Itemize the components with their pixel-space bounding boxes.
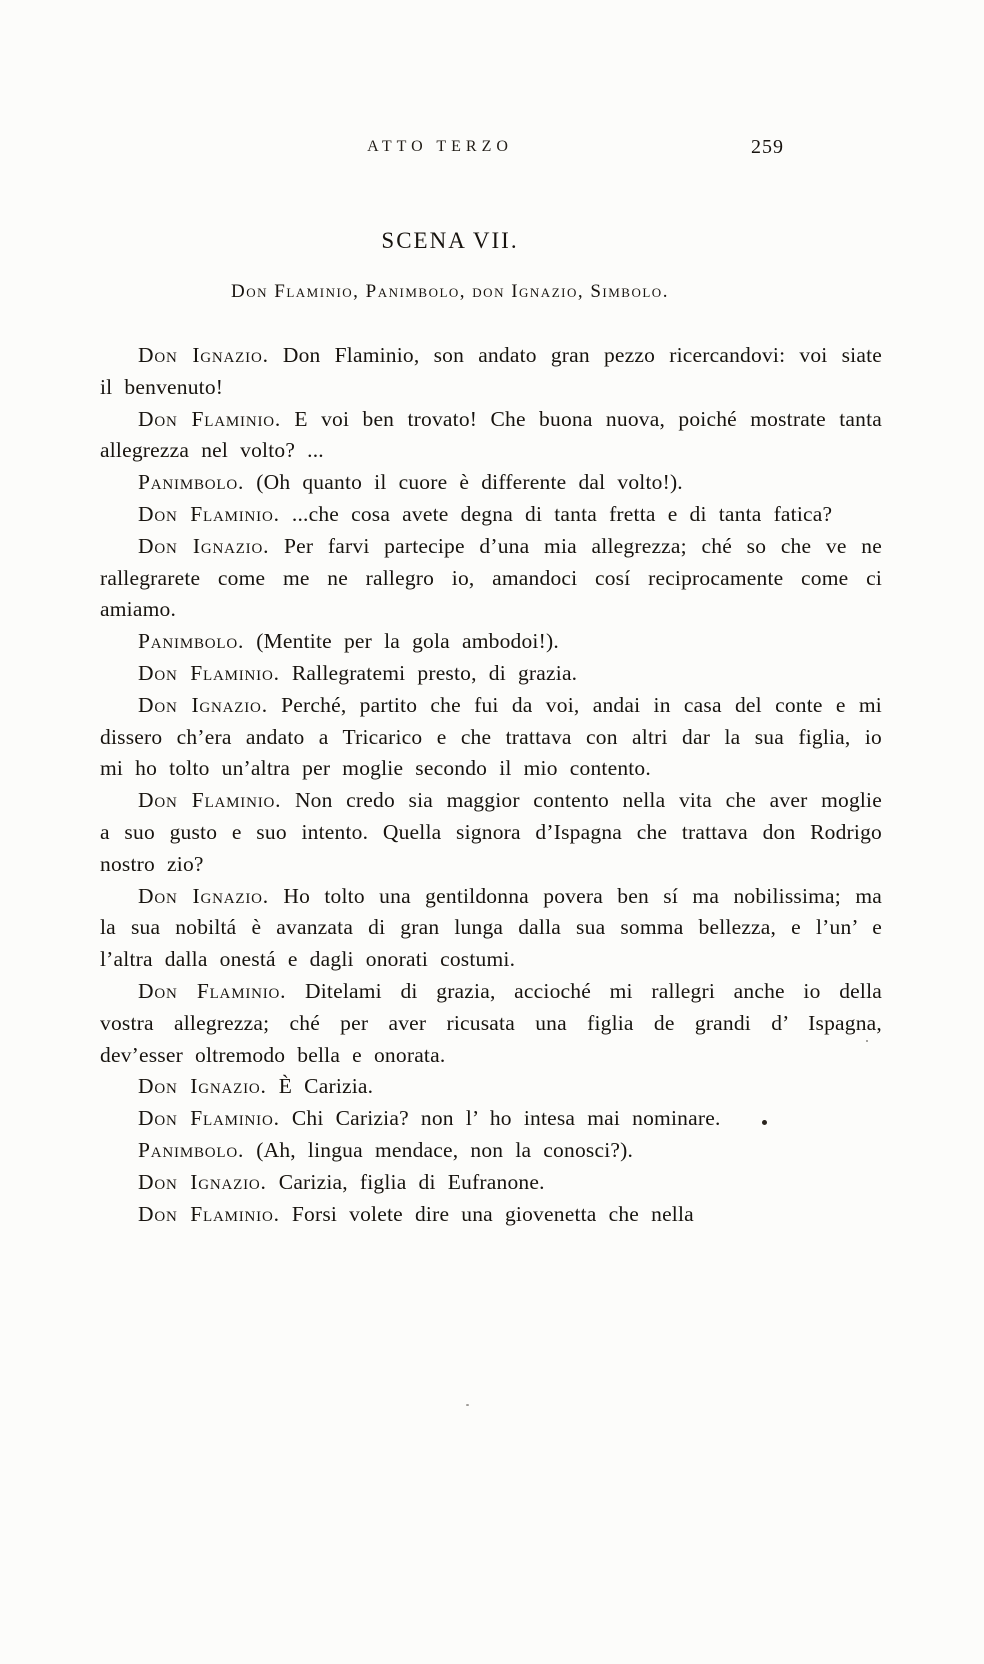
dialogue-line: Panimbolo. (Oh quanto il cuore è differente dal volto!). [138,470,683,495]
speaker-label: Don Flaminio. [138,501,280,526]
speaker-label: Don Ignazio. [138,1074,267,1099]
speaker-label: Don Flaminio. [138,1106,280,1131]
dialogue-line: Panimbolo. (Ah, lingua mendace, non la conosci?). [138,1137,634,1162]
speaker-label: Don Flaminio. [138,660,280,685]
page-header [100,138,884,164]
dialogue-line: Don Flaminio. Ditelami di grazia, accioché mi rallegri anche io della vostra allegrezza; ché per aver ricusata una figlia de grandi d’ Ispagna, dev’esser oltremodo bella e onorata. [100,978,882,1067]
ink-speck [866,1040,868,1042]
dialogue-line: Don Flaminio. E voi ben trovato! Che buona nuova, poiché mostrate tanta allegrezza nel volto? ... [100,406,882,463]
dialogue-line: Don Flaminio. Non credo sia maggior contento nella vita che aver moglie a suo gusto e suo intento. Quella signora d’Ispagna che trattava don Rodrigo nostro zio? [100,788,882,876]
speaker-label: Don Flaminio. [138,978,287,1003]
ink-speck [762,1120,767,1125]
dialogue-line: Panimbolo. (Mentite per la gola ambodoi!). [138,629,559,654]
ink-speck [466,1404,469,1406]
dialogue-line: Don Ignazio. Don Flaminio, son andato gran pezzo ricercandovi: voi siate il benvenuto! [100,343,882,399]
speaker-label: Panimbolo. [138,629,245,654]
cast-line: Don Flaminio, Panimbolo, don Ignazio, Simbolo. [231,281,669,302]
speaker-label: Don Flaminio. [138,1201,280,1226]
dialogue-line: Don Ignazio. È Carizia. [138,1074,374,1099]
dialogue-line: Don Ignazio. Perché, partito che fui da voi, andai in casa del conte e mi dissero ch’era andato a Tricarico e che trattava con altri dar la sua figlia, io mi ho tolto un’altra per moglie secondo il mio contento. [100,692,882,781]
dialogue-line: Don Ignazio. Carizia, figlia di Eufranone. [138,1169,545,1194]
speaker-label: Panimbolo. [138,470,245,495]
dialogue-line: Don Flaminio. Rallegratemi presto, di grazia. [138,660,578,685]
speaker-label: Don Flaminio. [138,406,282,431]
page-number: 259 [751,136,784,158]
dialogue-line: Don Ignazio. Ho tolto una gentildonna povera ben sí ma nobilissima; ma la sua nobiltá è avanzata di gran lunga dalla sua somma bellezza, e l’un’ e l’altra dalla onestá e dagli onorati costumi. [100,883,882,972]
scene-title: SCENA VII. [381,228,519,253]
speaker-label: Don Ignazio. [138,692,268,717]
speaker-label: Don Flaminio. [138,788,282,813]
speaker-label: Don Ignazio. [138,1169,267,1194]
dialogue-line: Don Flaminio. Forsi volete dire una giovenetta che nella [138,1201,694,1226]
speaker-label: Don Ignazio. [138,343,269,367]
dialogue-line: Don Flaminio. Chi Carizia? non l’ ho intesa mai nominare. [138,1106,721,1131]
dialogue-line: Don Flaminio. ...che cosa avete degna di tanta fretta e di tanta fatica? [138,501,833,526]
dialogue-line: Don Ignazio. Per farvi partecipe d’una mia allegrezza; ché so che ve ne rallegrarete come me ne rallegro io, amandoci cosí reciprocamente come ci amiamo. [100,533,882,622]
speaker-label: Don Ignazio. [138,533,270,558]
running-header: ATTO TERZO [367,138,513,155]
speaker-label: Don Ignazio. [138,883,269,908]
speaker-label: Panimbolo. [138,1137,245,1162]
dialogue-block [100,340,882,1230]
